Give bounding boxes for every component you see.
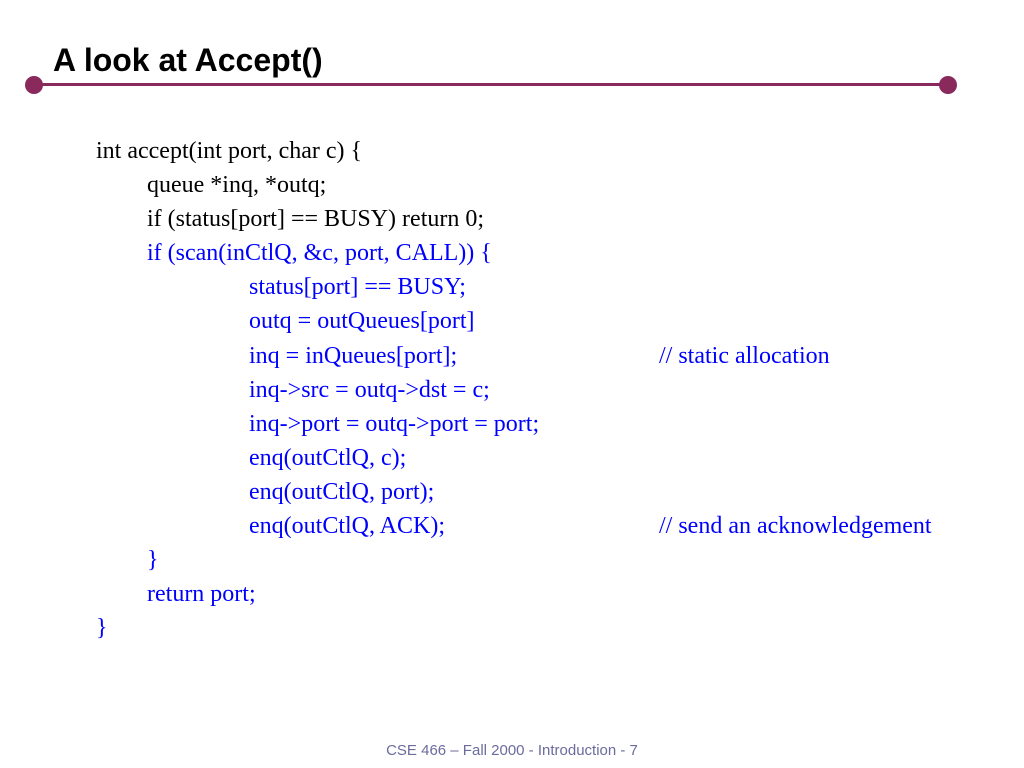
code-block xyxy=(0,134,1024,645)
code-line xyxy=(0,509,1024,543)
code-line xyxy=(0,134,1024,168)
code-text: } xyxy=(96,615,108,642)
code-line xyxy=(0,441,1024,475)
code-text: outq = outQueues[port] xyxy=(249,308,475,335)
code-line xyxy=(0,236,1024,270)
code-line xyxy=(0,339,1024,373)
code-text: enq(outCtlQ, port); xyxy=(249,478,435,505)
code-line xyxy=(0,475,1024,509)
code-text: enq(outCtlQ, ACK); xyxy=(249,513,445,540)
code-text: return port; xyxy=(147,581,256,608)
code-line xyxy=(0,543,1024,577)
code-text: } xyxy=(147,547,159,574)
code-text: inq->src = outq->dst = c; xyxy=(249,376,490,403)
divider-right-dot xyxy=(939,76,957,94)
code-text: int accept(int port, char c) { xyxy=(96,138,363,164)
divider-left-dot xyxy=(25,76,43,94)
slide-title: A look at Accept() xyxy=(53,42,323,78)
code-line xyxy=(0,373,1024,407)
code-line xyxy=(0,202,1024,236)
code-text: enq(outCtlQ, c); xyxy=(249,444,407,471)
code-text: inq = inQueues[port]; xyxy=(249,342,458,369)
code-text: if (status[port] == BUSY) return 0; xyxy=(147,206,485,233)
code-line xyxy=(0,577,1024,611)
code-comment: // static allocation xyxy=(659,342,830,369)
code-comment: // send an acknowledgement xyxy=(659,513,932,540)
code-line xyxy=(0,168,1024,202)
slide-footer: CSE 466 – Fall 2000 - Introduction - 7 xyxy=(386,742,638,759)
code-line xyxy=(0,611,1024,645)
code-text: queue *inq, *outq; xyxy=(147,172,327,199)
code-text: if (scan(inCtlQ, &c, port, CALL)) { xyxy=(147,240,492,267)
code-line xyxy=(0,304,1024,338)
code-line xyxy=(0,407,1024,441)
title-divider xyxy=(33,83,947,86)
code-text: inq->port = outq->port = port; xyxy=(249,410,540,437)
code-line xyxy=(0,270,1024,304)
code-text: status[port] == BUSY; xyxy=(249,274,466,301)
